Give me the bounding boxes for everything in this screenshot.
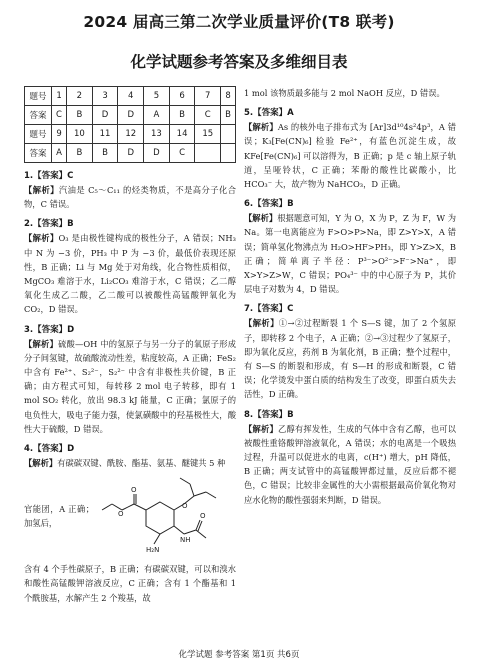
explain-tag: 【解析】	[24, 458, 58, 469]
table-cell: B	[221, 106, 236, 125]
explanation-paragraph	[24, 337, 236, 436]
answer-heading: 8.【答案】B	[244, 409, 294, 420]
table-row	[25, 87, 236, 106]
molecule-row	[24, 470, 236, 560]
explanation-text: As 的核外电子排布式为 [Ar]3d¹⁰4s²4p³，A 错误；K₃[Fe(CN)₆] 检验 Fe²⁺，有蓝色沉淀生成，故 KFe[Fe(CN)₆] 可以溶得为，B 正确；p 是 c 轴上原子轨道，呈哑铃状，C 正确；苯酚的酸性比碳酸小，比 HCO₃⁻ 大，故产物为 NaHCO₃，D 正确。	[244, 122, 456, 190]
table-cell: 2	[67, 87, 93, 106]
page-subtitle: 化学试题参考答案及多维细目表	[130, 53, 348, 71]
table-cell: 13	[144, 125, 170, 144]
right-column	[244, 86, 456, 507]
table-cell: 7	[195, 87, 221, 106]
table-cell: C	[195, 106, 221, 125]
table-cell: C	[169, 144, 195, 163]
explanation-text: O₃ 是由极性键构成的极性分子，A 错误；NH₃ 中 N 为 −3 价，PH₃ 中 P 为 −3 价，最低价表现还原性，B 正确；Li 与 Mg 处于对角线，化合物性质相似，MgCO₃ 难溶于水，Li₂CO₃ 难溶于水，C 错误；乙二醇氧化生成乙二酸，乙二酸可以被酸性高锰酸钾氧化为 CO₂，D 错误。	[24, 233, 236, 315]
answer-heading: 3.【答案】D	[24, 324, 75, 335]
table-cell: B	[169, 106, 195, 125]
explanation-text: 1 mol 该物质最多能与 2 mol NaOH 反应，D 错误。	[244, 88, 445, 98]
explanation-text: 含有 4 个手性碳原子，B 正确；有碳碳双键，可以和溴水和酸性高锰酸钾溶液反应，C 正确；含有 1 个酯基和 1 个酰胺基，水解产生 2 个羧基，故	[24, 564, 236, 603]
table-cell: 12	[118, 125, 144, 144]
table-cell: 14	[169, 125, 195, 144]
answer-heading: 5.【答案】A	[244, 108, 294, 119]
answer-heading: 1.【答案】C	[24, 171, 74, 181]
table-cell: 10	[67, 125, 93, 144]
svg-text:O: O	[131, 486, 137, 495]
svg-text:NH: NH	[180, 536, 191, 545]
explanation-text: ①→②过程断裂 1 个 S—S 键，加了 2 个氢原子，即转移 2 个电子，A 正确；②→③过程少了氢原子，即为氧化反应，药剂 B 为氧化剂，B 正确；整个过程中，有 S—S 的断裂和形成，有 S—H 的形成和断裂，C 错误；化学烫发中蛋白质的结构发生了改变，即蛋白质失去活性，D 正确。	[244, 318, 456, 400]
table-cell: 9	[52, 125, 67, 144]
table-cell	[221, 125, 236, 144]
answer-heading: 7.【答案】C	[244, 304, 294, 315]
explain-tag: 【解析】	[24, 338, 59, 349]
answer-heading: 4.【答案】D	[24, 444, 75, 455]
explanation-text: 官能团，A 正确；加氢后，	[24, 504, 94, 529]
table-cell: 15	[195, 125, 221, 144]
explain-tag: 【解析】	[24, 233, 59, 244]
explanation-text: 硫酸—OH 中的氢原子与另一分子的氧原子形成分子间氢键，故硫酸流动性差，粘度较高，A 正确；FeS₂ 中含有 Fe²⁺、S₂²⁻，S₂²⁻ 中含有非极性共价键，B 正确；由方程式可知，每转移 2 mol 电子转移，即有 1 mol SO₂ 转化，放出 98.3 kJ 能量，C 正确；氯原子的电负性大，吸电子能力强，使氯磺酸中的羟基极性大，酸性大于硫酸，D 错误。	[24, 338, 236, 434]
table-cell: 答案	[25, 106, 52, 125]
svg-text:O: O	[200, 512, 206, 521]
table-cell: D	[118, 144, 144, 163]
table-cell: 8	[221, 87, 236, 106]
svg-text:O: O	[118, 510, 124, 519]
explain-tag: 【解析】	[244, 213, 278, 224]
explanation-paragraph	[24, 231, 236, 316]
table-cell: 题号	[25, 125, 52, 144]
table-cell: 5	[144, 87, 170, 106]
table-cell: 题号	[25, 87, 52, 106]
explain-tag: 【解析】	[244, 318, 279, 329]
table-row	[25, 125, 236, 144]
table-cell: 3	[92, 87, 118, 106]
explain-tag: 【解析】	[244, 423, 278, 434]
table-cell	[195, 144, 221, 163]
svg-text:O: O	[182, 502, 188, 511]
table-cell: 11	[92, 125, 118, 144]
page-title: 2024 届高三第二次学业质量评价(T8 联考)	[83, 13, 395, 31]
explanation-text: 乙醇有挥发性，生成的气体中含有乙醇，也可以被酸性重铬酸钾溶液氧化，A 错误；水的电离是一个吸热过程，升温可以促进水的电离，c(H⁺) 增大，pH 降低，B 正确；两支试管中的高锰酸钾都过量，反应后都不褪色，C 错误；比较非金属性的大小需根据最高价氧化物对应水化物的酸性强弱来判断，D 错误。	[244, 423, 456, 505]
molecule-structure-image	[94, 472, 232, 558]
explanation-text: 根据题意可知，Y 为 O，X 为 P，Z 为 F，W 为 Na。第一电离能应为 F>O>P>Na，即 Z>Y>X，A 错误；简单氢化物沸点为 H₂O>HF>PH₃，即 Y>Z>X，B 正确；简单离子半径：P³⁻>O²⁻>F⁻>Na⁺，即 X>Y>Z>W，C 错误；PO₄³⁻ 中的中心原子为 P，其价层电子对数为 4，D 错误。	[244, 213, 456, 295]
table-cell: D	[144, 144, 170, 163]
explanation-paragraph	[244, 211, 456, 296]
table-cell: 4	[118, 87, 144, 106]
table-cell: D	[92, 106, 118, 125]
table-cell: B	[67, 144, 93, 163]
explain-tag: 【解析】	[24, 185, 59, 195]
explanation-paragraph	[24, 183, 236, 211]
explanation-paragraph	[244, 120, 456, 191]
table-cell: 答案	[25, 144, 52, 163]
table-row	[25, 144, 236, 163]
table-cell	[221, 144, 236, 163]
table-cell: 1	[52, 87, 67, 106]
explanation-text: 有碳碳双键、酰胺、酯基、氨基、醚键共 5 种	[57, 458, 226, 469]
page-footer: 化学试题 参考答案 第1页 共6页	[178, 650, 300, 660]
table-cell: C	[52, 106, 67, 125]
answer-heading: 2.【答案】B	[24, 219, 74, 230]
table-row	[25, 106, 236, 125]
table-cell: B	[67, 106, 93, 125]
table-cell: A	[52, 144, 67, 163]
explanation-paragraph	[244, 316, 456, 401]
svg-text:H₂N: H₂N	[146, 546, 160, 555]
table-cell: 6	[169, 87, 195, 106]
table-cell: B	[92, 144, 118, 163]
explanation-text: 汽油是 C₅～C₁₁ 的烃类物质，不是高分子化合物，C 错误。	[24, 185, 236, 210]
table-cell: A	[144, 106, 170, 125]
explain-tag: 【解析】	[244, 122, 278, 133]
left-column	[24, 86, 236, 605]
answer-heading: 6.【答案】B	[244, 199, 294, 210]
explanation-paragraph	[24, 456, 236, 470]
explanation-paragraph	[244, 422, 456, 507]
table-cell: D	[118, 106, 144, 125]
answer-table	[24, 86, 236, 163]
